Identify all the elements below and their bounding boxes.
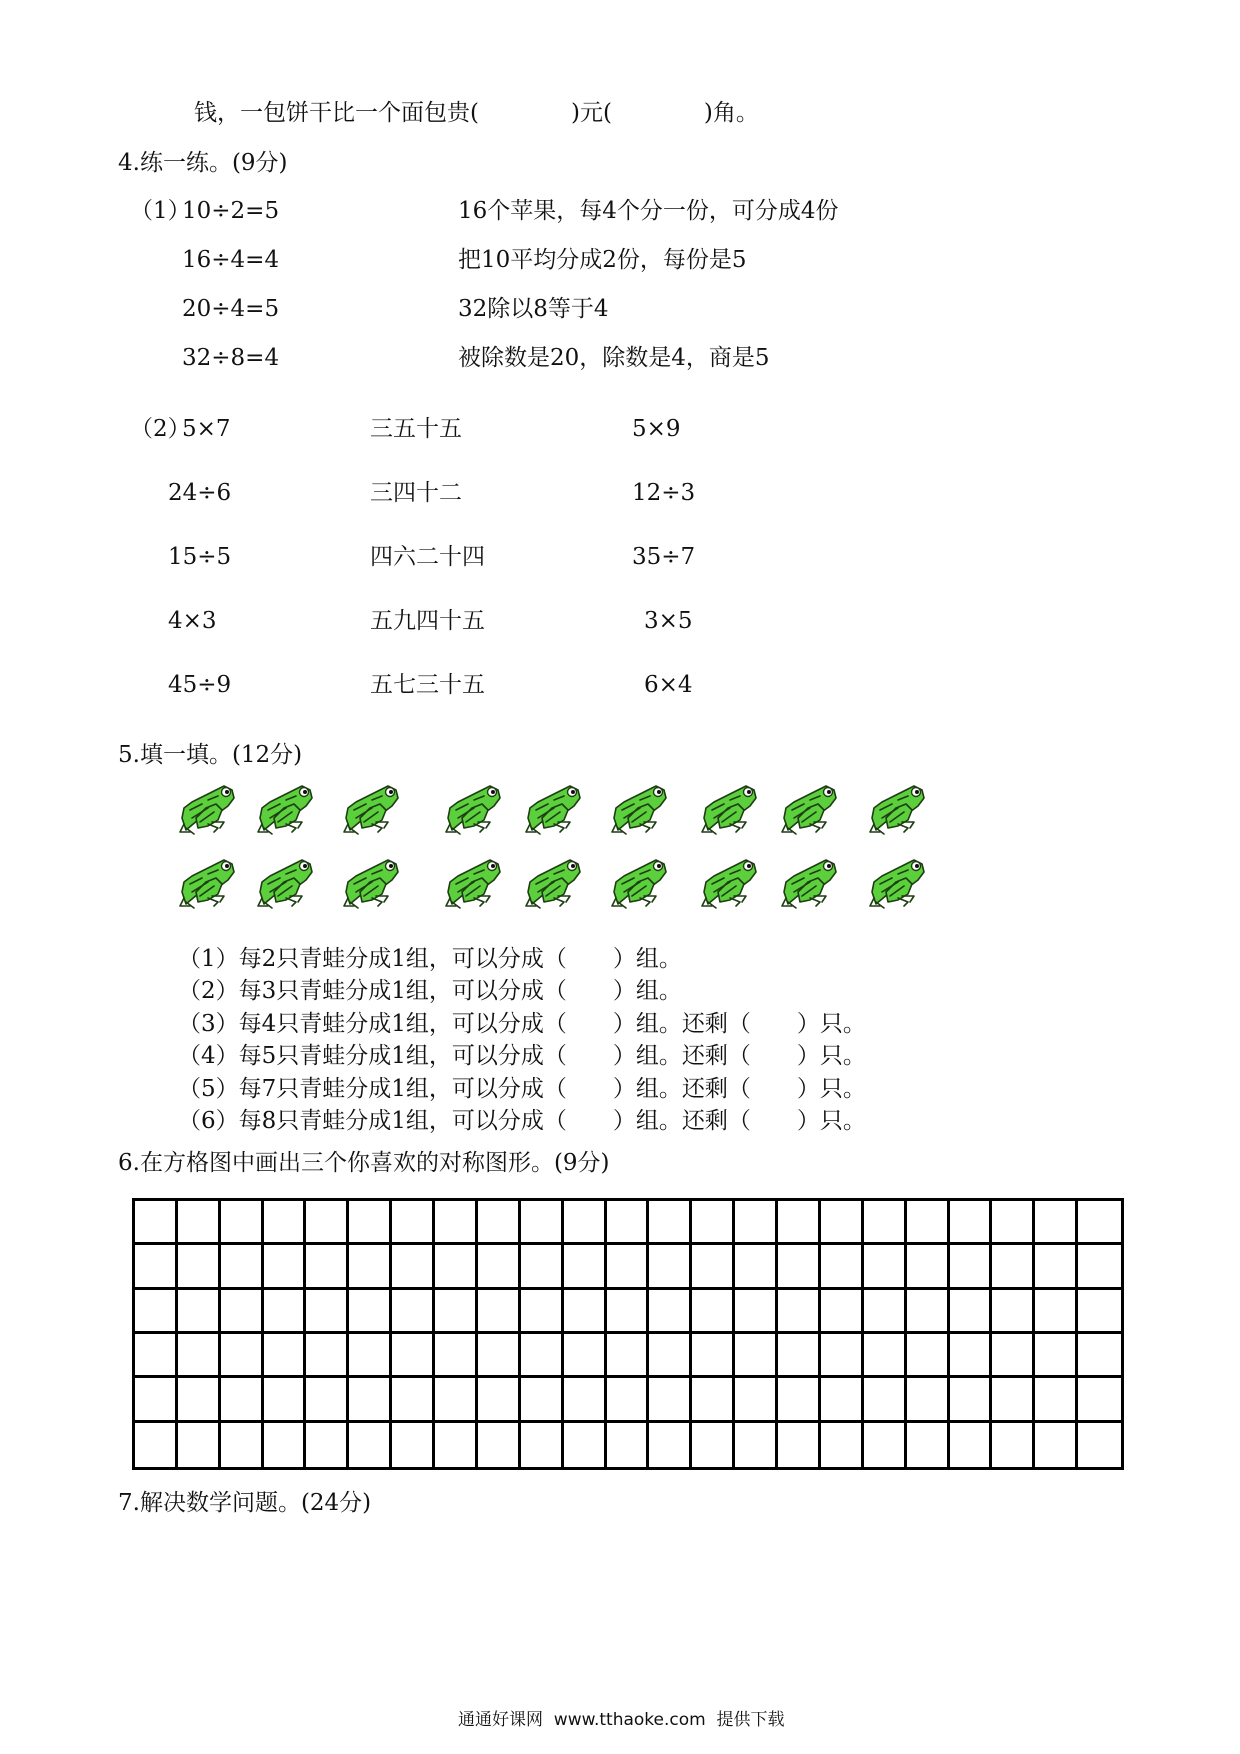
grid-cell[interactable]	[864, 1245, 907, 1289]
grid-cell[interactable]	[435, 1290, 478, 1334]
grid-cell[interactable]	[735, 1378, 778, 1422]
frog-icon	[342, 778, 402, 836]
part2-rhyme: 五九四十五	[370, 608, 485, 634]
grid-cell[interactable]	[1078, 1245, 1121, 1289]
grid-cell[interactable]	[1078, 1334, 1121, 1378]
grid-cell[interactable]	[435, 1245, 478, 1289]
grid-cell[interactable]	[478, 1201, 521, 1245]
grid-cell[interactable]	[821, 1201, 864, 1245]
part2-expression: 15÷5	[168, 544, 232, 570]
part1-equation: 32÷8=4	[182, 345, 280, 371]
grid-cell[interactable]	[907, 1201, 950, 1245]
grid-cell[interactable]	[992, 1201, 1035, 1245]
part1-equation: 10÷2=5	[182, 198, 280, 224]
grid-cell[interactable]	[178, 1290, 221, 1334]
drawing-grid[interactable]	[132, 1198, 1124, 1470]
grid-cell[interactable]	[478, 1245, 521, 1289]
grid-cell[interactable]	[950, 1378, 993, 1422]
grid-cell[interactable]	[1035, 1201, 1078, 1245]
grid-cell[interactable]	[1035, 1290, 1078, 1334]
grid-cell[interactable]	[392, 1423, 435, 1467]
grid-cell[interactable]	[178, 1245, 221, 1289]
fill-question: （6）每8只青蛙分成1组，可以分成（ ）组。还剩（ ）只。	[178, 1108, 866, 1134]
intro-line: 钱，一包饼干比一个面包贵( )元( )角。	[194, 100, 759, 126]
grid-cell[interactable]	[778, 1423, 821, 1467]
grid-cell[interactable]	[264, 1245, 307, 1289]
grid-cell[interactable]	[306, 1334, 349, 1378]
frog-icon	[700, 852, 760, 910]
grid-cell[interactable]	[221, 1290, 264, 1334]
frog-icon	[868, 778, 928, 836]
fill-question: （3）每4只青蛙分成1组，可以分成（ ）组。还剩（ ）只。	[178, 1011, 866, 1037]
part1-description: 被除数是20，除数是4，商是5	[458, 345, 770, 371]
grid-cell[interactable]	[349, 1290, 392, 1334]
grid-cell[interactable]	[992, 1423, 1035, 1467]
grid-cell[interactable]	[907, 1423, 950, 1467]
grid-cell[interactable]	[778, 1334, 821, 1378]
grid-cell[interactable]	[692, 1290, 735, 1334]
part2-expression: 45÷9	[168, 672, 232, 698]
grid-cell[interactable]	[178, 1201, 221, 1245]
grid-cell[interactable]	[649, 1334, 692, 1378]
grid-cell[interactable]	[478, 1378, 521, 1422]
grid-cell[interactable]	[392, 1334, 435, 1378]
grid-cell[interactable]	[564, 1423, 607, 1467]
grid-cell[interactable]	[564, 1290, 607, 1334]
grid-cell[interactable]	[264, 1378, 307, 1422]
grid-cell[interactable]	[821, 1423, 864, 1467]
frog-icon	[610, 778, 670, 836]
grid-cell[interactable]	[221, 1423, 264, 1467]
part2-expression-right: 3×5	[644, 608, 693, 634]
grid-cell[interactable]	[864, 1201, 907, 1245]
grid-cell[interactable]	[607, 1245, 650, 1289]
section4-part1-label: （1）	[130, 198, 191, 224]
grid-cell[interactable]	[735, 1423, 778, 1467]
section6-title: 6.在方格图中画出三个你喜欢的对称图形。(9分)	[118, 1150, 610, 1176]
grid-cell[interactable]	[821, 1334, 864, 1378]
part2-expression: 24÷6	[168, 480, 232, 506]
frog-icon	[524, 852, 584, 910]
fill-question: （4）每5只青蛙分成1组，可以分成（ ）组。还剩（ ）只。	[178, 1043, 866, 1069]
grid-cell[interactable]	[221, 1378, 264, 1422]
grid-cell[interactable]	[1035, 1245, 1078, 1289]
grid-cell[interactable]	[1078, 1201, 1121, 1245]
part1-description: 把10平均分成2份，每份是5	[458, 247, 747, 273]
grid-cell[interactable]	[778, 1245, 821, 1289]
grid-cell[interactable]	[735, 1290, 778, 1334]
grid-cell[interactable]	[1078, 1378, 1121, 1422]
grid-cell[interactable]	[264, 1290, 307, 1334]
grid-cell[interactable]	[1078, 1423, 1121, 1467]
grid-cell[interactable]	[649, 1378, 692, 1422]
grid-cell[interactable]	[1035, 1378, 1078, 1422]
grid-cell[interactable]	[349, 1423, 392, 1467]
grid-cell[interactable]	[692, 1378, 735, 1422]
grid-cell[interactable]	[607, 1423, 650, 1467]
grid-cell[interactable]	[521, 1290, 564, 1334]
part2-expression-right: 12÷3	[632, 480, 696, 506]
frog-icon	[178, 852, 238, 910]
grid-cell[interactable]	[1035, 1423, 1078, 1467]
grid-cell[interactable]	[1035, 1334, 1078, 1378]
grid-cell[interactable]	[992, 1290, 1035, 1334]
fill-question: （2）每3只青蛙分成1组，可以分成（ ）组。	[178, 978, 682, 1004]
grid-cell[interactable]	[564, 1201, 607, 1245]
grid-cell[interactable]	[264, 1334, 307, 1378]
grid-cell[interactable]	[306, 1423, 349, 1467]
grid-cell[interactable]	[521, 1378, 564, 1422]
grid-cell[interactable]	[950, 1334, 993, 1378]
grid-cell[interactable]	[221, 1334, 264, 1378]
grid-cell[interactable]	[864, 1334, 907, 1378]
grid-cell[interactable]	[992, 1334, 1035, 1378]
part1-equation: 20÷4=5	[182, 296, 280, 322]
frog-icon	[524, 778, 584, 836]
grid-cell[interactable]	[564, 1378, 607, 1422]
grid-cell[interactable]	[349, 1245, 392, 1289]
grid-cell[interactable]	[221, 1245, 264, 1289]
grid-cell[interactable]	[135, 1334, 178, 1378]
grid-cell[interactable]	[649, 1245, 692, 1289]
grid-cell[interactable]	[649, 1423, 692, 1467]
grid-cell[interactable]	[264, 1423, 307, 1467]
section4-title: 4.练一练。(9分)	[118, 150, 288, 176]
part2-expression-right: 35÷7	[632, 544, 696, 570]
part2-expression: 5×7	[182, 416, 231, 442]
grid-cell[interactable]	[607, 1334, 650, 1378]
grid-cell[interactable]	[821, 1378, 864, 1422]
grid-cell[interactable]	[864, 1423, 907, 1467]
grid-cell[interactable]	[178, 1423, 221, 1467]
frog-icon	[780, 852, 840, 910]
grid-cell[interactable]	[992, 1245, 1035, 1289]
grid-cell[interactable]	[564, 1245, 607, 1289]
frog-icon	[256, 778, 316, 836]
part2-rhyme: 三五十五	[370, 416, 462, 442]
part2-rhyme: 三四十二	[370, 480, 462, 506]
grid-cell[interactable]	[521, 1334, 564, 1378]
grid-cell[interactable]	[392, 1245, 435, 1289]
footer-text: 通通好课网 www.tthaoke.com 提供下载	[458, 1710, 785, 1730]
part2-expression: 4×3	[168, 608, 217, 634]
grid-cell[interactable]	[306, 1378, 349, 1422]
grid-cell[interactable]	[392, 1378, 435, 1422]
grid-cell[interactable]	[692, 1334, 735, 1378]
frog-icon	[444, 852, 504, 910]
grid-cell[interactable]	[735, 1334, 778, 1378]
grid-cell[interactable]	[178, 1334, 221, 1378]
grid-cell[interactable]	[349, 1378, 392, 1422]
grid-cell[interactable]	[135, 1423, 178, 1467]
grid-cell[interactable]	[435, 1201, 478, 1245]
grid-cell[interactable]	[392, 1290, 435, 1334]
grid-cell[interactable]	[950, 1290, 993, 1334]
grid-cell[interactable]	[950, 1201, 993, 1245]
grid-cell[interactable]	[821, 1290, 864, 1334]
grid-cell[interactable]	[306, 1201, 349, 1245]
part1-description: 32除以8等于4	[458, 296, 609, 322]
grid-cell[interactable]	[135, 1378, 178, 1422]
grid-cell[interactable]	[435, 1423, 478, 1467]
grid-cell[interactable]	[521, 1245, 564, 1289]
grid-cell[interactable]	[907, 1378, 950, 1422]
part1-equation: 16÷4=4	[182, 247, 280, 273]
grid-cell[interactable]	[821, 1245, 864, 1289]
grid-cell[interactable]	[478, 1334, 521, 1378]
frog-icon	[780, 778, 840, 836]
grid-cell[interactable]	[992, 1378, 1035, 1422]
grid-cell[interactable]	[349, 1334, 392, 1378]
grid-cell[interactable]	[478, 1290, 521, 1334]
grid-cell[interactable]	[950, 1423, 993, 1467]
section7-title: 7.解决数学问题。(24分)	[118, 1490, 372, 1516]
section5-title: 5.填一填。(12分)	[118, 742, 303, 768]
grid-cell[interactable]	[778, 1378, 821, 1422]
grid-cell[interactable]	[907, 1290, 950, 1334]
grid-cell[interactable]	[692, 1201, 735, 1245]
grid-cell[interactable]	[778, 1290, 821, 1334]
grid-cell[interactable]	[607, 1201, 650, 1245]
grid-cell[interactable]	[864, 1378, 907, 1422]
grid-cell[interactable]	[735, 1201, 778, 1245]
grid-cell[interactable]	[649, 1290, 692, 1334]
grid-cell[interactable]	[135, 1245, 178, 1289]
grid-cell[interactable]	[264, 1201, 307, 1245]
grid-cell[interactable]	[521, 1201, 564, 1245]
frog-icon	[610, 852, 670, 910]
grid-cell[interactable]	[564, 1334, 607, 1378]
grid-cell[interactable]	[950, 1245, 993, 1289]
grid-cell[interactable]	[778, 1201, 821, 1245]
part2-expression-right: 5×9	[632, 416, 681, 442]
section4-part2-label: （2）	[130, 416, 191, 442]
grid-cell[interactable]	[692, 1423, 735, 1467]
grid-cell[interactable]	[907, 1245, 950, 1289]
frog-icon	[868, 852, 928, 910]
frog-icon	[178, 778, 238, 836]
part2-rhyme: 四六二十四	[370, 544, 485, 570]
grid-cell[interactable]	[1078, 1290, 1121, 1334]
grid-cell[interactable]	[306, 1290, 349, 1334]
grid-cell[interactable]	[649, 1201, 692, 1245]
grid-cell[interactable]	[907, 1334, 950, 1378]
frog-icon	[700, 778, 760, 836]
grid-cell[interactable]	[349, 1201, 392, 1245]
grid-cell[interactable]	[392, 1201, 435, 1245]
grid-cell[interactable]	[435, 1378, 478, 1422]
part1-description: 16个苹果，每4个分一份，可分成4份	[458, 198, 839, 224]
frog-icon	[256, 852, 316, 910]
frog-icon	[444, 778, 504, 836]
grid-cell[interactable]	[135, 1201, 178, 1245]
grid-cell[interactable]	[221, 1201, 264, 1245]
fill-question: （1）每2只青蛙分成1组，可以分成（ ）组。	[178, 946, 682, 972]
grid-cell[interactable]	[735, 1245, 778, 1289]
grid-cell[interactable]	[306, 1245, 349, 1289]
part2-rhyme: 五七三十五	[370, 672, 485, 698]
grid-cell[interactable]	[435, 1334, 478, 1378]
part2-expression-right: 6×4	[644, 672, 693, 698]
grid-cell[interactable]	[607, 1290, 650, 1334]
grid-cell[interactable]	[607, 1378, 650, 1422]
grid-cell[interactable]	[135, 1290, 178, 1334]
grid-cell[interactable]	[478, 1423, 521, 1467]
grid-cell[interactable]	[864, 1290, 907, 1334]
grid-cell[interactable]	[521, 1423, 564, 1467]
fill-question: （5）每7只青蛙分成1组，可以分成（ ）组。还剩（ ）只。	[178, 1076, 866, 1102]
frog-icon	[342, 852, 402, 910]
grid-cell[interactable]	[178, 1378, 221, 1422]
grid-cell[interactable]	[692, 1245, 735, 1289]
